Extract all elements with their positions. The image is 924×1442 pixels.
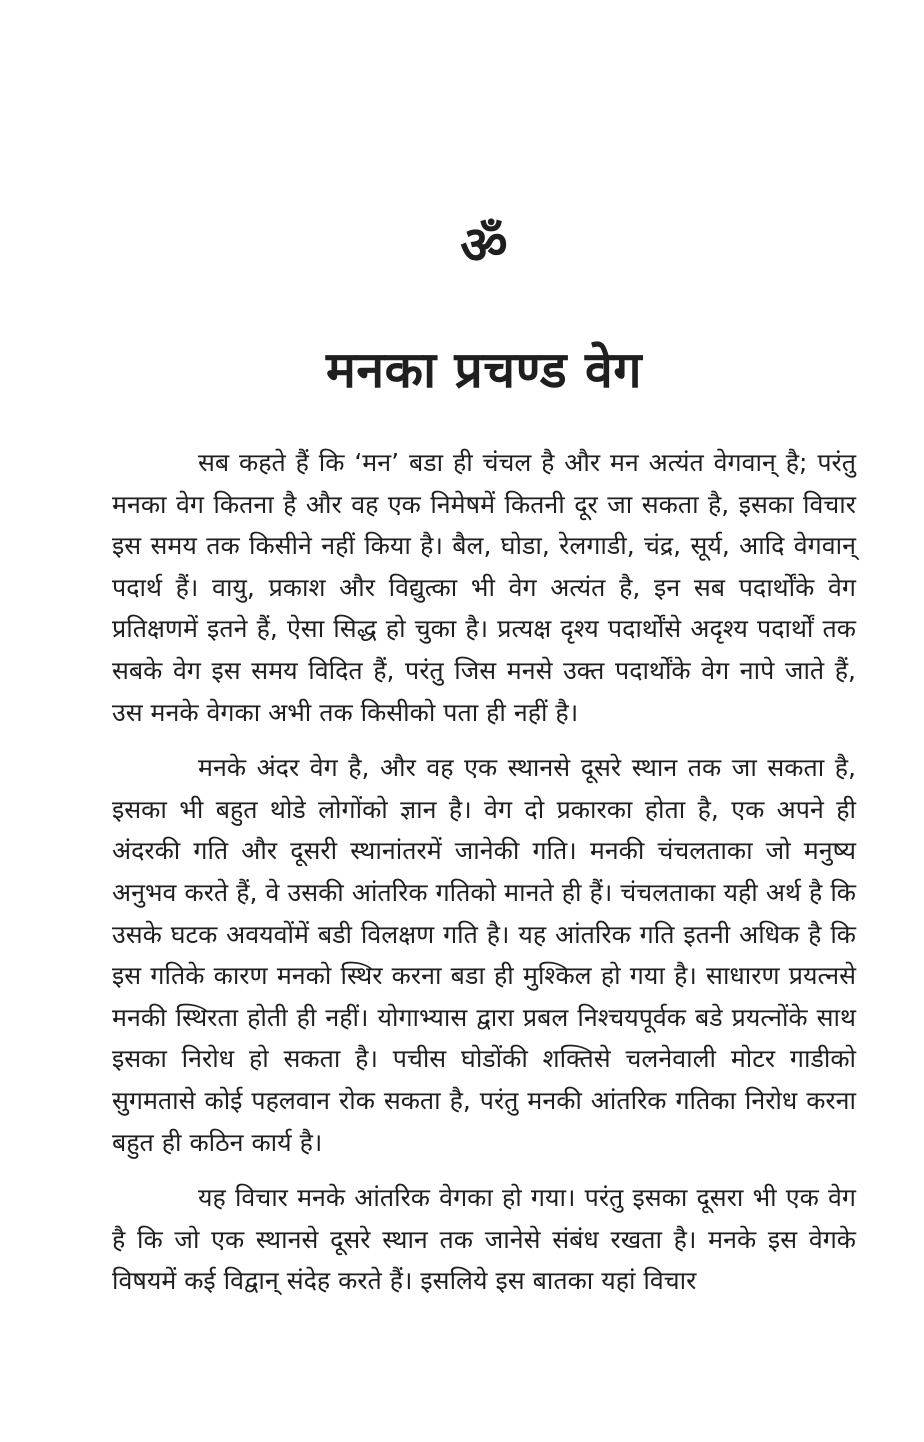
om-symbol: ॐ [460, 216, 508, 276]
body-text [112, 442, 856, 1316]
paragraph-3: यह विचार मनके आंतरिक वेगका हो गया। परंतु इसका दूसरा भी एक वेग है कि जो एक स्थानसे दूसरे स्थान तक जानेसे संबंध रखता है। मनके इस वेगके विषयमें कई विद्वान् संदेह करते हैं। इसलिये इस बातका यहां विचार [112, 1183, 856, 1296]
paragraph-2: मनके अंदर वेग है, और वह एक स्थानसे दूसरे स्थान तक जा सकता है, इसका भी बहुत थोडे लोगोंको ज्ञान है। वेग दो प्रकारका होता है, एक अपने ही अंदरकी गति और दूसरी स्थानांतरमें जानेकी गति। मनकी चंचलताका जो मनुष्य अनुभव करते हैं, वे उसकी आंतरिक गतिको मानते ही हैं। चंचलताका यही अर्थ है कि उसके घटक अवयवोंमें बडी विलक्षण गति है। यह आंतरिक गति इतनी अधिक है कि इस गतिके कारण मनको स्थिर करना बडा ही मुश्किल हो गया है। साधारण प्रयत्नसे मनकी स्थिरता होती ही नहीं। योगाभ्यास द्वारा प्रबल निश्चयपूर्वक बडे प्रयत्नोंके साथ इसका निरोध हो सकता है। पचीस घोडोंकी शक्तिसे चलनेवाली मोटर गाडीको सुगमतासे कोई पहलवान रोक सकता है, परंतु मनकी आंतरिक गतिका निरोध करना बहुत ही कठिन कार्य है। [112, 753, 856, 1157]
page-title: मनका प्रचण्ड वेग [326, 340, 642, 399]
paragraph-1: सब कहते हैं कि ‘मन’ बडा ही चंचल है और मन अत्यंत वेगवान् है; परंतु मनका वेग कितना है और वह एक निमेषमें कितनी दूर जा सकता है, इसका विचार इस समय तक किसीने नहीं किया है। बैल, घोडा, रेलगाडी, चंद्र, सूर्य, आदि वेगवान् पदार्थ हैं। वायु, प्रकाश और विद्युत्का भी वेग अत्यंत है, इन सब पदार्थोंके वेग प्रतिक्षणमें इतने हैं, ऐसा सिद्ध हो चुका है। प्रत्यक्ष दृश्य पदार्थोंसे अदृश्य पदार्थों तक सबके वेग इस समय विदित हैं, परंतु जिस मनसे उक्त पदार्थोंके वेग नापे जाते हैं, उस मनके वेगका अभी तक किसीको पता ही नहीं है। [112, 448, 856, 727]
